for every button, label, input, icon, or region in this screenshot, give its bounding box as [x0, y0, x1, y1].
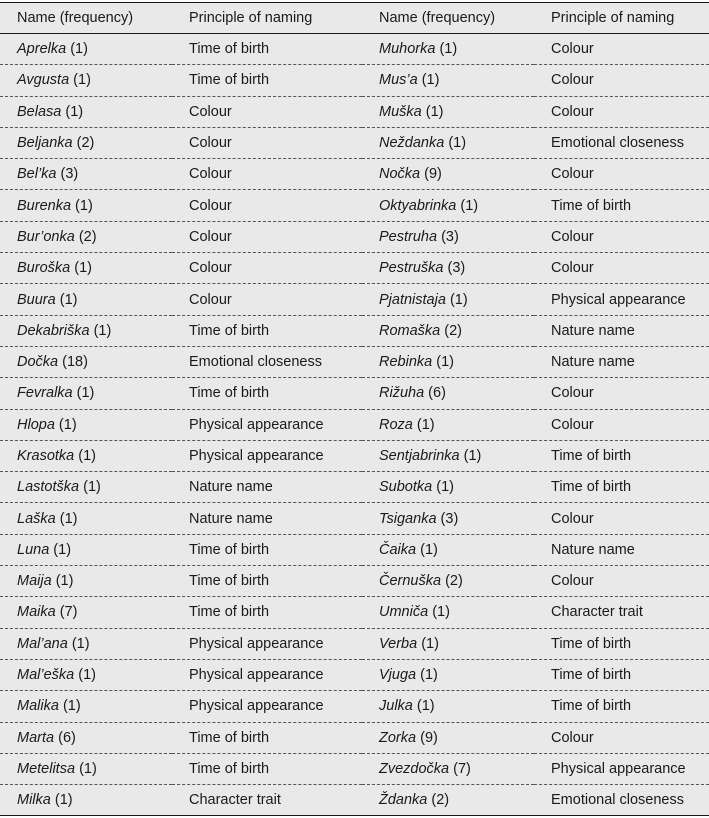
left-name: Avgusta [17, 72, 70, 89]
right-cell [362, 378, 534, 409]
left-cell [0, 409, 172, 440]
left-frequency: (1) [83, 479, 101, 496]
left-name: Maika [17, 604, 56, 621]
left-cell [0, 691, 172, 722]
left-cell [0, 628, 172, 659]
right-frequency: (1) [463, 448, 482, 464]
right-cell [362, 65, 534, 96]
right-principle: Colour [551, 72, 594, 89]
right-cell [362, 34, 534, 65]
table-row [0, 691, 709, 722]
right-cell [362, 127, 534, 158]
right-frequency: (1) [449, 291, 468, 308]
right-frequency: (2) [444, 322, 463, 339]
right-name: Muhorka [379, 41, 436, 58]
right-frequency: (3) [447, 260, 466, 277]
table-row [0, 503, 709, 534]
right-cell [362, 534, 534, 565]
left-principle: Time of birth [189, 72, 270, 89]
left-principle: Colour [189, 103, 232, 120]
left-name: Mal’eška [17, 667, 75, 684]
table-row [0, 409, 709, 440]
right-principle: Physical appearance [551, 291, 686, 308]
left-name: Bur’onka [17, 228, 75, 245]
left-frequency: (2) [76, 135, 95, 152]
right-name: Oktyabrinka [379, 197, 457, 214]
right-principle: Time of birth [551, 448, 632, 464]
right-principle: Emotional closeness [551, 135, 684, 152]
header-principle-right: Principle of naming [551, 10, 675, 26]
left-principle: Colour [189, 135, 232, 152]
right-frequency: (1) [439, 41, 458, 58]
right-cell [362, 409, 534, 440]
table-row [0, 597, 709, 628]
left-cell [0, 785, 172, 816]
left-frequency: (1) [53, 541, 72, 558]
left-cell [0, 472, 172, 503]
right-frequency: (1) [448, 135, 467, 152]
table-row [0, 315, 709, 346]
left-name: Beljanka [17, 135, 73, 152]
table-row [0, 34, 709, 65]
right-principle: Colour [551, 228, 594, 245]
left-principle: Time of birth [189, 729, 270, 746]
left-name: Metelitsa [17, 760, 76, 777]
table-row [0, 722, 709, 753]
left-frequency: (1) [73, 72, 91, 89]
right-name: Rebinka [379, 354, 433, 371]
right-frequency: (1) [425, 103, 444, 120]
right-cell [362, 159, 534, 190]
table-row [0, 127, 709, 158]
left-frequency: (7) [59, 604, 78, 621]
left-principle: Time of birth [189, 385, 270, 402]
left-principle: Colour [189, 291, 232, 308]
table-row [0, 378, 709, 409]
right-frequency: (9) [424, 166, 442, 183]
right-name: Roza [379, 416, 413, 433]
table-row [0, 190, 709, 221]
right-cell [362, 597, 534, 628]
right-frequency: (1) [436, 479, 454, 496]
table-row [0, 753, 709, 784]
right-name: Černuška [379, 573, 442, 590]
left-frequency: (1) [59, 291, 78, 308]
left-frequency: (1) [54, 792, 73, 809]
right-cell [362, 503, 534, 534]
right-cell [362, 691, 534, 722]
right-name: Neždanka [379, 135, 445, 152]
left-name: Buroška [17, 260, 71, 277]
table-row [0, 566, 709, 597]
right-cell [362, 785, 534, 816]
left-cell [0, 190, 172, 221]
left-cell [0, 597, 172, 628]
left-principle: Time of birth [189, 322, 270, 339]
right-cell [362, 96, 534, 127]
left-frequency: (1) [62, 698, 81, 715]
left-frequency: (1) [59, 510, 78, 527]
table-row [0, 534, 709, 565]
left-frequency: (1) [58, 416, 77, 433]
left-cell [0, 315, 172, 346]
left-name: Fevralka [17, 385, 73, 402]
right-name: Ždanka [379, 792, 428, 809]
left-name: Hlopa [17, 416, 55, 433]
left-principle: Time of birth [189, 541, 270, 558]
right-frequency: (1) [421, 635, 439, 652]
right-name: Pestruška [379, 260, 444, 277]
left-name: Lastotška [17, 479, 80, 496]
right-name: Romaška [379, 322, 441, 339]
right-principle: Time of birth [551, 698, 632, 715]
right-principle: Colour [551, 416, 594, 433]
right-principle: Emotional closeness [551, 792, 684, 809]
right-name: Zvezdočka [379, 760, 450, 777]
right-name: Čaika [379, 541, 417, 558]
right-frequency: (1) [421, 72, 440, 89]
right-cell [362, 628, 534, 659]
left-frequency: (1) [78, 667, 96, 684]
right-frequency: (2) [445, 573, 463, 590]
left-principle: Time of birth [189, 760, 270, 777]
table-row [0, 659, 709, 690]
left-principle: Emotional closeness [189, 354, 322, 371]
right-principle: Colour [551, 729, 594, 746]
left-frequency: (3) [60, 166, 79, 183]
right-cell [362, 440, 534, 471]
left-cell [0, 284, 172, 315]
table-row [0, 284, 709, 315]
left-frequency: (1) [65, 103, 84, 120]
right-principle: Time of birth [551, 667, 632, 684]
right-cell [362, 753, 534, 784]
left-frequency: (18) [62, 354, 88, 371]
right-frequency: (1) [436, 354, 454, 371]
table-row [0, 628, 709, 659]
right-cell [362, 315, 534, 346]
left-name: Aprelka [17, 41, 67, 58]
right-principle: Time of birth [551, 635, 632, 652]
left-name: Bel’ka [17, 166, 57, 183]
right-cell [362, 190, 534, 221]
table-body [0, 34, 709, 816]
right-cell [362, 722, 534, 753]
left-cell [0, 159, 172, 190]
left-cell [0, 534, 172, 565]
right-frequency: (1) [460, 197, 479, 214]
right-name: Julka [379, 698, 413, 715]
right-cell [362, 659, 534, 690]
left-name: Maija [17, 573, 52, 590]
right-frequency: (1) [432, 604, 450, 621]
left-principle: Colour [189, 228, 232, 245]
left-principle: Time of birth [189, 604, 270, 621]
right-name: Tsiganka [379, 510, 437, 527]
left-frequency: (1) [76, 385, 95, 402]
right-cell [362, 472, 534, 503]
left-cell [0, 753, 172, 784]
right-name: Zorka [379, 729, 417, 746]
left-name: Dekabriška [17, 322, 90, 339]
table-header [0, 3, 709, 34]
table-row [0, 221, 709, 252]
right-principle: Colour [551, 166, 594, 183]
left-principle: Time of birth [189, 573, 270, 590]
right-frequency: (1) [420, 667, 438, 684]
left-name: Malika [17, 698, 59, 715]
left-cell [0, 659, 172, 690]
table-row [0, 96, 709, 127]
right-name: Pjatnistaja [379, 291, 446, 308]
left-principle: Colour [189, 260, 232, 277]
right-principle: Nature name [551, 541, 635, 558]
left-frequency: (1) [75, 197, 93, 214]
left-frequency: (2) [78, 228, 97, 245]
names-table [0, 2, 709, 816]
right-principle: Colour [551, 103, 594, 120]
right-principle: Colour [551, 260, 594, 277]
left-principle: Character trait [189, 792, 281, 809]
right-cell [362, 346, 534, 377]
left-name: Milka [17, 792, 51, 809]
left-principle: Physical appearance [189, 448, 324, 464]
right-principle: Physical appearance [551, 760, 686, 777]
header-name-frequency-left: Name (frequency) [17, 10, 134, 26]
right-cell [362, 253, 534, 284]
table-row [0, 472, 709, 503]
right-name: Muška [379, 103, 422, 120]
right-frequency: (1) [416, 416, 435, 433]
right-frequency: (1) [416, 698, 435, 715]
left-frequency: (1) [78, 448, 96, 464]
right-principle: Colour [551, 573, 594, 590]
names-table-container [0, 2, 709, 816]
left-frequency: (1) [70, 41, 88, 58]
left-frequency: (1) [71, 635, 90, 652]
table-row [0, 346, 709, 377]
left-principle: Time of birth [189, 41, 270, 58]
right-name: Pestruha [379, 228, 438, 245]
right-principle: Nature name [551, 322, 635, 339]
left-cell [0, 65, 172, 96]
left-cell [0, 253, 172, 284]
left-name: Belasa [17, 103, 62, 120]
left-cell [0, 34, 172, 65]
left-name: Dočka [17, 354, 59, 371]
left-principle: Physical appearance [189, 635, 324, 652]
left-name: Burenka [17, 197, 72, 214]
header-name-frequency-right: Name (frequency) [379, 10, 496, 26]
table-row [0, 253, 709, 284]
left-frequency: (1) [74, 260, 92, 277]
left-frequency: (1) [79, 760, 97, 777]
right-name: Vjuga [379, 667, 417, 684]
right-cell [362, 221, 534, 252]
right-name: Subotka [379, 479, 433, 496]
left-principle: Nature name [189, 510, 273, 527]
left-frequency: (6) [58, 729, 76, 746]
right-principle: Colour [551, 41, 594, 58]
left-principle: Colour [189, 197, 232, 214]
right-name: Umniča [379, 604, 429, 621]
left-cell [0, 566, 172, 597]
right-name: Rižuha [379, 385, 425, 402]
left-cell [0, 96, 172, 127]
right-principle: Colour [551, 510, 594, 527]
left-principle: Physical appearance [189, 667, 324, 684]
right-cell [362, 284, 534, 315]
right-name: Nočka [379, 166, 421, 183]
right-name: Verba [379, 635, 418, 652]
left-frequency: (1) [93, 322, 112, 339]
left-name: Marta [17, 729, 55, 746]
left-principle: Physical appearance [189, 698, 324, 715]
left-name: Buura [17, 291, 56, 308]
table-row [0, 785, 709, 816]
left-principle: Colour [189, 166, 232, 183]
left-principle: Physical appearance [189, 416, 324, 433]
right-frequency: (3) [440, 510, 459, 527]
right-principle: Time of birth [551, 479, 632, 496]
right-frequency: (2) [431, 792, 450, 809]
right-frequency: (1) [420, 541, 438, 558]
table-row [0, 159, 709, 190]
left-cell [0, 378, 172, 409]
right-principle: Character trait [551, 604, 643, 621]
right-cell [362, 566, 534, 597]
left-frequency: (1) [55, 573, 74, 590]
right-frequency: (6) [428, 385, 446, 402]
left-name: Krasotka [17, 448, 75, 464]
right-frequency: (7) [453, 760, 471, 777]
right-frequency: (9) [420, 729, 438, 746]
header-principle-left: Principle of naming [189, 10, 313, 26]
left-principle: Nature name [189, 479, 273, 496]
right-name: Sentjabrinka [379, 448, 460, 464]
left-cell [0, 503, 172, 534]
left-cell [0, 221, 172, 252]
right-name: Mus’a [379, 72, 418, 89]
left-cell [0, 440, 172, 471]
right-principle: Time of birth [551, 197, 632, 214]
left-cell [0, 127, 172, 158]
left-name: Mal’ana [17, 635, 68, 652]
left-cell [0, 346, 172, 377]
table-row [0, 440, 709, 471]
right-frequency: (3) [441, 228, 459, 245]
table-row [0, 65, 709, 96]
right-principle: Colour [551, 385, 594, 402]
left-name: Laška [17, 510, 56, 527]
left-cell [0, 722, 172, 753]
right-principle: Nature name [551, 354, 635, 371]
left-name: Luna [17, 541, 50, 558]
header-row [0, 3, 709, 34]
